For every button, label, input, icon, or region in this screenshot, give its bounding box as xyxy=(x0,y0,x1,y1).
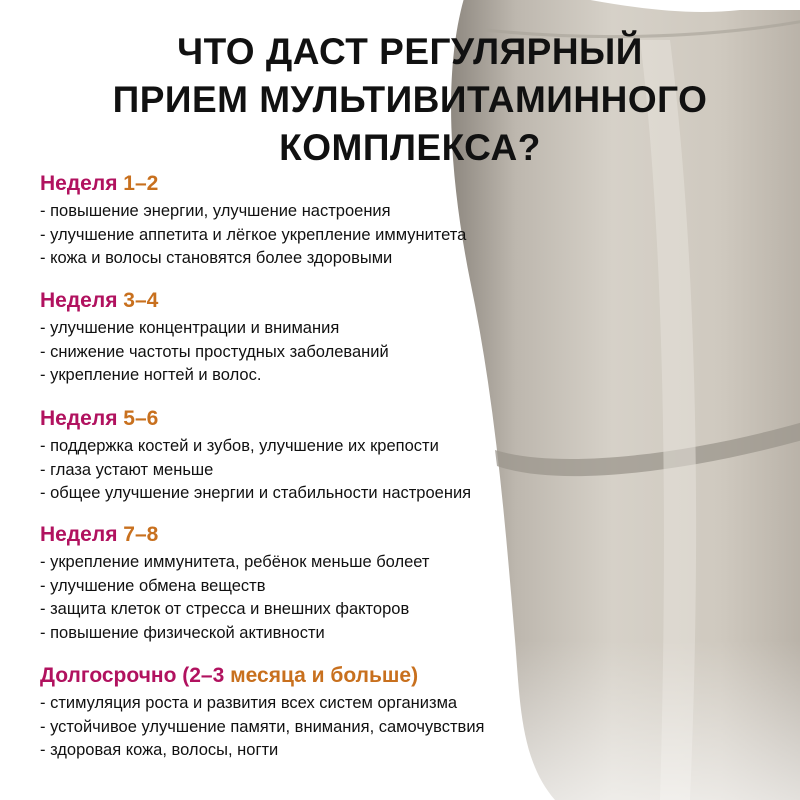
list-item: - укрепление ногтей и волос. xyxy=(40,366,262,384)
heading-range: 3–4 xyxy=(123,289,159,312)
list-item: - защита клеток от стресса и внешних факторов xyxy=(40,600,410,618)
list-item: - улучшение обмена веществ xyxy=(40,576,266,595)
title-line-2: ПРИЕМ МУЛЬТИВИТАМИННОГО xyxy=(112,79,708,120)
bullet-list xyxy=(40,692,600,763)
list-item: - укрепление иммунитета, ребёнок меньше болеет xyxy=(40,553,430,571)
list-item: - глаза устают меньше xyxy=(40,460,214,479)
list-item: - устойчивое улучшение памяти, внимания, самочувствия xyxy=(40,717,485,736)
heading-range: 7–8 xyxy=(123,523,159,546)
list-item: - кожа и волосы становятся более здоровыми xyxy=(40,249,393,267)
heading-word: Долгосрочно (2–3 xyxy=(40,664,225,687)
bullet-list xyxy=(40,551,600,645)
section-week-5-6 xyxy=(40,405,600,506)
list-item: - повышение физической активности xyxy=(40,623,325,642)
list-item: - общее улучшение энергии и стабильности настроения xyxy=(40,484,472,502)
heading-word: Неделя xyxy=(40,523,118,546)
bullet-list xyxy=(40,200,600,271)
heading-word: Неделя xyxy=(40,407,118,430)
list-item: - снижение частоты простудных заболеваний xyxy=(40,342,389,361)
section-heading xyxy=(40,287,600,315)
section-week-1-2 xyxy=(40,170,600,271)
section-long-term xyxy=(40,662,600,763)
list-item: - поддержка костей и зубов, улучшение их крепости xyxy=(40,437,439,455)
section-heading xyxy=(40,405,600,433)
section-week-7-8 xyxy=(40,521,600,645)
heading-word: Неделя xyxy=(40,172,118,195)
heading-range: месяца и больше) xyxy=(230,664,419,687)
list-item: - улучшение аппетита и лёгкое укрепление иммунитета xyxy=(40,225,467,244)
list-item: - стимуляция роста и развития всех систем организма xyxy=(40,694,458,712)
heading-range: 5–6 xyxy=(123,407,159,430)
title-line-1: ЧТО ДАСТ РЕГУЛЯРНЫЙ xyxy=(177,31,643,72)
section-heading xyxy=(40,662,600,690)
list-item: - повышение энергии, улучшение настроения xyxy=(40,202,391,220)
section-heading xyxy=(40,521,600,549)
title-line-3: КОМПЛЕКСА? xyxy=(279,127,541,168)
heading-range: 1–2 xyxy=(123,172,159,195)
list-item: - здоровая кожа, волосы, ногти xyxy=(40,741,279,759)
section-heading xyxy=(40,170,600,198)
section-week-3-4 xyxy=(40,287,600,388)
list-item: - улучшение концентрации и внимания xyxy=(40,319,340,337)
heading-word: Неделя xyxy=(40,289,118,312)
page-title xyxy=(60,28,760,172)
bullet-list xyxy=(40,317,600,388)
bullet-list xyxy=(40,435,600,506)
